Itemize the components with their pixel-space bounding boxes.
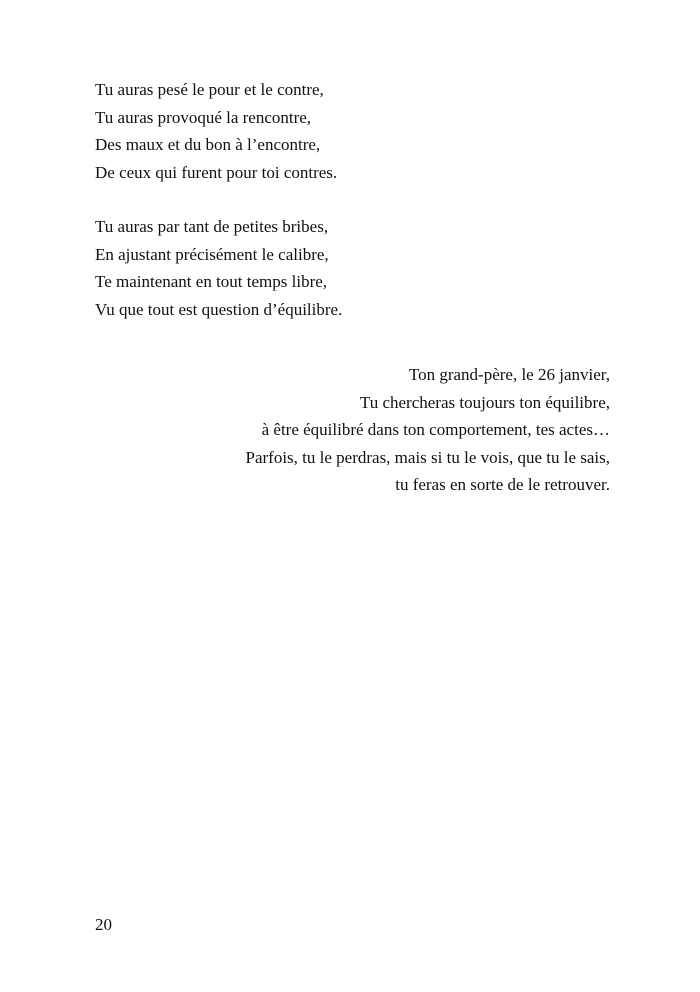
poem-line: En ajustant précisément le calibre,: [95, 244, 329, 264]
page-number: 20: [95, 915, 112, 934]
poem-line: Tu auras par tant de petites bribes,: [95, 217, 329, 236]
dedication-line: Parfois, tu le perdras, mais si tu le vois, que tu le sais,: [245, 447, 610, 467]
poem-line: Vu que tout est question d’équilibre.: [95, 299, 343, 319]
poem-line: Tu auras pesé le pour et le contre,: [95, 80, 324, 99]
poem-line: De ceux qui furent pour toi contres.: [95, 162, 338, 182]
poem-line: Tu auras provoqué la rencontre,: [95, 107, 312, 127]
dedication-line: Ton grand-père, le 26 janvier,: [408, 365, 610, 384]
dedication-line: à être équilibré dans ton comportement, tes actes…: [261, 420, 610, 439]
dedication-line: tu feras en sorte de le retrouver.: [395, 475, 610, 494]
poem-line: Te maintenant en tout temps libre,: [95, 272, 328, 291]
poem-line: Des maux et du bon à l’encontre,: [95, 135, 321, 154]
dedication-block: [95, 361, 610, 499]
stanza-2: [95, 213, 610, 323]
poem-text-block: [95, 76, 610, 499]
stanza-1: [95, 76, 610, 186]
dedication-line: Tu chercheras toujours ton équilibre,: [359, 392, 610, 412]
